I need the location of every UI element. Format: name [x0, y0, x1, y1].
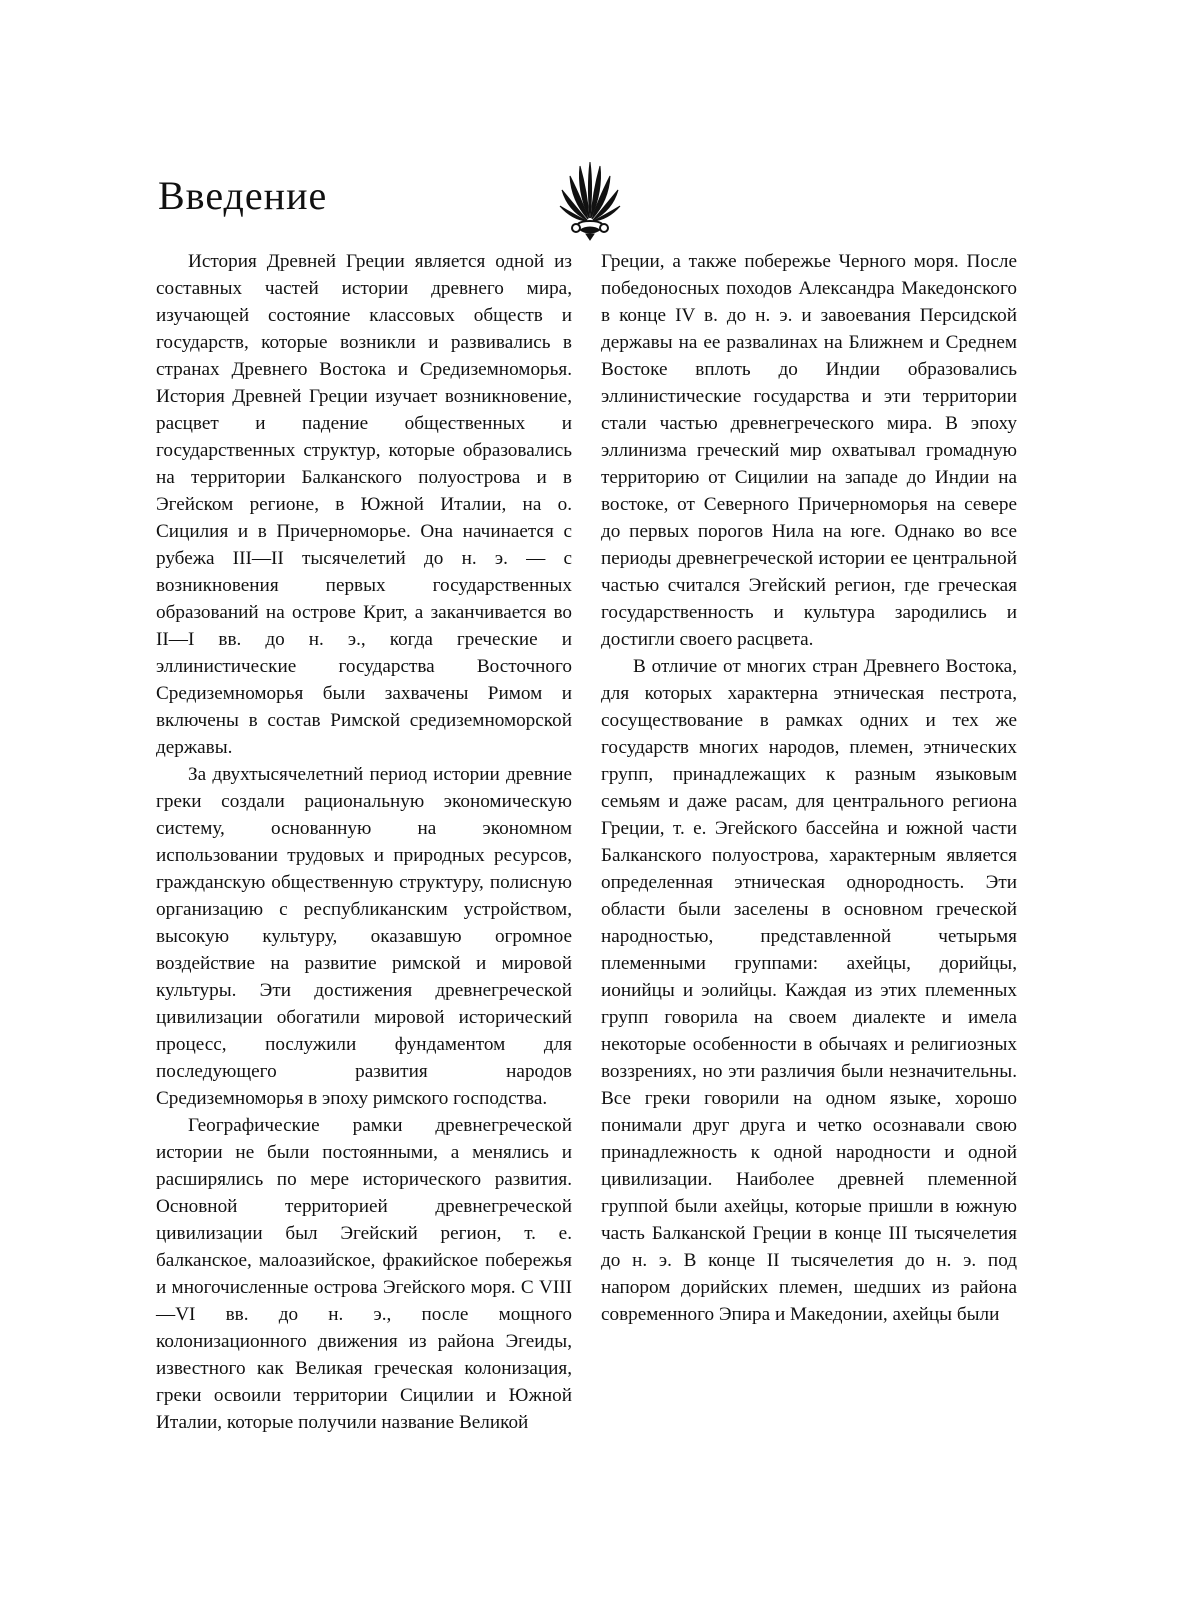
paragraph: Географические рамки древнегреческой истории не были постоянными, а менялись и расширялись по мере исторического развития. Основной территорией древнегреческой цивилизации был Эгейский регион, т. е. балканское, малоазийское, фракийское побережья и многочисленные острова Эгейского моря. С VIII—VI вв. до н. э., после мощного колонизационного движения из района Эгеиды, известного как Великая греческая колонизация, греки освоили территории Сицилии и Южной Италии, которые получили название Великой — [156, 1115, 572, 1433]
right-column — [601, 248, 1017, 1328]
paragraph: Греции, а также побережье Черного моря. После победоносных походов Александра Македонского в конце IV в. до н. э. и завоевания Персидской державы на ее развалинах на Ближнем и Среднем Востоке вплоть до Индии образовались эллинистические государства и эти территории стали частью древнегреческого мира. В эпоху эллинизма греческий мир охватывал громадную территорию от Сицилии на западе до Индии на востоке, от Северного Причерноморья на севере до первых порогов Нила на юге. Однако во все периоды древнегреческой истории ее центральной частью считался Эгейский регион, где греческая государственность и культура зародились и достигли своего расцвета. — [601, 251, 1017, 650]
paragraph: За двухтысячелетний период истории древние греки создали рациональную экономическую систему, основанную на экономном использовании трудовых и природных ресурсов, гражданскую общественную структуру, полисную организацию с республиканским устройством, высокую культуру, оказавшую огромное воздействие на развитие римской и мировой культуры. Эти достижения древнегреческой цивилизации обогатили мировой исторический процесс, послужили фундаментом для последующего развития народов Средиземноморья в эпоху римского господства. — [156, 764, 572, 1109]
left-column — [156, 248, 572, 1436]
paragraph: В отличие от многих стран Древнего Востока, для которых характерна этническая пестрота, сосуществование в рамках одних и тех же государств многих народов, племен, этнических групп, принадлежащих к разным языковым семьям и даже расам, для центрального региона Греции, т. е. Эгейского бассейна и южной части Балканского полуострова, характерным является определенная этническая однородность. Эти области были заселены в основном греческой народностью, представленной четырьмя племенными группами: ахейцы, дорийцы, ионийцы и эолийцы. Каждая из этих племенных групп говорила на своем диалекте и имела некоторые особенности в обычаях и религиозных воззрениях, но эти различия были незначительны. Все греки говорили на одном языке, хорошо понимали друг друга и четко осознавали свою принадлежность к одной народности и одной цивилизации. Наиболее древней племенной группой были ахейцы, которые пришли в южную часть Балканской Греции в конце III тысячелетия до н. э. В конце II тысячелетия до н. э. под напором дорийских племен, шедших из района современного Эпира и Македонии, ахейцы были — [601, 656, 1017, 1325]
palmette-icon — [558, 158, 622, 242]
chapter-title: Введение — [158, 173, 328, 218]
paragraph: История Древней Греции является одной из составных частей истории древнего мира, изучающей состояние классовых обществ и государств, которые возникли и развивались в странах Древнего Востока и Средиземноморья. История Древней Греции изучает возникновение, расцвет и падение общественных и государственных структур, которые образовались на территории Балканского полуострова и в Эгейском регионе, в Южной Италии, на о. Сицилия и в Причерноморье. Она начинается с рубежа III—II тысячелетий до н. э. — с возникновения первых государственных образований на острове Крит, а заканчивается во II—I вв. до н. э., когда греческие и эллинистические государства Восточного Средиземноморья были захвачены Римом и включены в состав Римской средиземноморской державы. — [156, 251, 572, 758]
